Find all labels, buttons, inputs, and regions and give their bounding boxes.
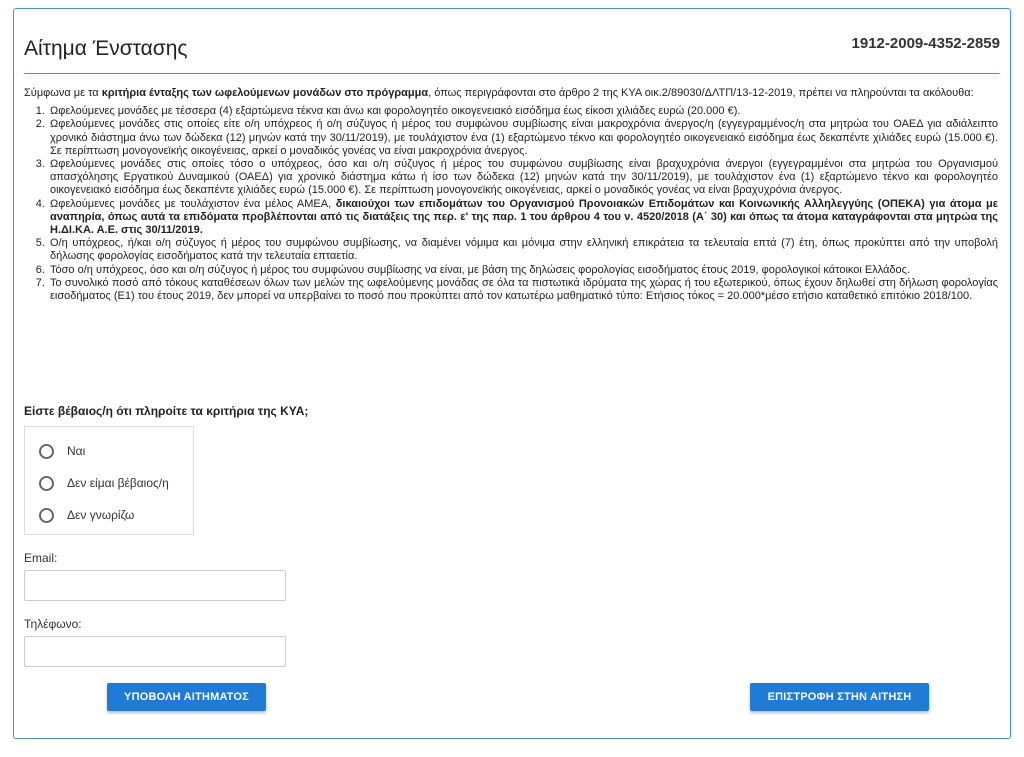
phone-field[interactable] — [24, 636, 286, 667]
page-title: Αίτημα Ένστασης — [24, 37, 188, 60]
intro-text-before: Σύμφωνα με τα — [24, 87, 102, 99]
criteria-item — [48, 198, 998, 238]
objection-request-card — [13, 8, 1011, 739]
criteria-question: Είστε βέβαιος/η ότι πληροίτε τα κριτήρια της ΚΥΑ; — [24, 404, 309, 418]
radio-circle-icon[interactable] — [39, 476, 54, 491]
criteria-item: 3. Ωφελούμενες μονάδες στις οποίες τόσο ο υπόχρεος, όσο και ο/η σύζυγος ή μέρος του συμφώνου συμβίωσης είναι βραχυχρόνια άνεργοι (εγγεγραμμένοι στα μητρώα του Οργανισμού απασχόλησης Εργατικού Δυναμικού (ΟΑΕΔ) για χρονικό διάστημα κάτω ή ίσο των δώδεκα (12) μηνών κατά την 30/11/2019), με τουλάχιστον ένα (1) εξαρτώμενο τέκνο και φορολογητέο οικογενειακό εισόδημα έως δεκαπέντε χιλιάδες ευρώ (15.000 €). Σε περίπτωση μονογονεϊκής οικογένειας, αρκεί ο μοναδικός γονέας να είναι βραχυχρόνια άνεργος. — [48, 158, 998, 198]
criteria-item: 7. Το συνολικό ποσό από τόκους καταθέσεων όλων των μελών της ωφελούμενης μονάδας σε όλα τα πιστωτικά ιδρύματα της χώρας ή του εξωτερικού, όπως έχουν δηλωθεί στη δήλωση φορολογίας εισοδήματος (Ε1) του έτους 2019, δεν μπορεί να υπερβαίνει το ποσό που προκύπτει από τον κατωτέρω μαθηματικό τύπο: Ετήσιος τόκος = 20.000*μέσο ετήσιο καταθετικό επιτόκιο 2018/100. — [48, 277, 998, 303]
email-field[interactable] — [24, 570, 286, 601]
intro-text-bold: κριτήρια ένταξης των ωφελούμενων μονάδων στο πρόγραμμα — [101, 87, 429, 99]
radio-circle-icon[interactable] — [39, 444, 54, 459]
criteria-item: 2. Ωφελούμενες μονάδες στις οποίες είτε ο/η υπόχρεος ή ο/η σύζυγος ή μέρος του συμφώνου συμβίωσης είναι μακροχρόνια άνεργος/η (εγγεγραμμένος/η στα μητρώα του ΟΑΕΔ για αδιάλειπτο χρονικό διάστημα άνω των δώδεκα (12) μηνών κατά την 30/11/2019), με τουλάχιστον ένα (1) εξαρτώμενο τέκνο και φορολογητέο οικογενειακό εισόδημα έως δεκαπέντε χιλιάδες ευρώ (15.000 €). Σε περίπτωση μονογονεϊκής οικογένειας, αρκεί ο μοναδικός γονέας να είναι μακροχρόνια άνεργος. — [48, 118, 998, 158]
reference-number: 1912-2009-4352-2859 — [851, 35, 1000, 52]
radio-option-dont-know[interactable] — [39, 505, 134, 525]
criteria-item: 5. Ο/η υπόχρεος, ή/και ο/η σύζυγος ή μέρος του συμφώνου συμβίωσης, να διαμένει νόμιμα και μόνιμα στην ελληνική επικράτεια τα τελευταία επτά (7) έτη, όπως προκύπτει από την υποβολή δήλωσης φορολογίας εισοδήματος κατά την τελευταία επταετία. — [48, 237, 998, 263]
radio-option-not-sure[interactable] — [39, 473, 169, 493]
intro-text-after: , όπως περιγράφονται στο άρθρο 2 της ΚΥΑ οικ.2/89030/ΔΛΤΠ/13-12-2019, πρέπει να πληρούνται τα ακόλουθα: — [428, 87, 974, 99]
email-label: Email: — [24, 551, 58, 565]
criteria-list — [24, 105, 998, 303]
submit-request-button[interactable]: ΥΠΟΒΟΛΗ ΑΙΤΗΜΑΤΟΣ — [107, 683, 266, 711]
radio-label-dont-know: Δεν γνωρίζω — [67, 508, 135, 522]
radio-label-yes: Ναι — [67, 444, 86, 458]
radio-label-not-sure: Δεν είμαι βέβαιος/η — [67, 476, 169, 490]
criteria-section — [24, 87, 998, 303]
phone-label: Τηλέφωνο: — [24, 617, 82, 631]
return-to-application-button[interactable]: ΕΠΙΣΤΡΟΦΗ ΣΤΗΝ ΑΙΤΗΣΗ — [750, 683, 929, 711]
intro-text — [24, 87, 998, 100]
radio-option-yes[interactable] — [39, 441, 85, 461]
criteria-item-bold-text: δικαιούχοι των επιδομάτων του Οργανισμού Προνοιακών Επιδομάτων και Κοινωνικής Αλληλεγγύης (ΟΠΕΚΑ) για άτομα με αναπηρία, όπως αυτά τα επιδόματα προβλέπονται από τις διατάξεις της περ. ε' της παρ. 1 του άρθρου 4 του ν. 4520/2018 (Α΄ 30) και όπως τα άτομα καταγράφονται στα μητρώα της Η.ΔΙ.ΚΑ. Α.Ε. στις 30/11/2019. — [50, 197, 998, 237]
criteria-item: 6. Τόσο ο/η υπόχρεος, όσο και ο/η σύζυγος ή μέρος του συμφώνου συμβίωσης να είναι, με βάση της δηλώσεις φορολογίας εισοδήματος έτους 2019, φορολογικοί κάτοικοι Ελλάδος. — [48, 264, 998, 277]
criteria-item: 1. Ωφελούμενες μονάδες με τέσσερα (4) εξαρτώμενα τέκνα και άνω και φορολογητέο οικογενειακό εισόδημα έως είκοσι χιλιάδες ευρώ (20.000 €). — [48, 105, 998, 118]
card-header — [24, 9, 1000, 74]
radio-circle-icon[interactable] — [39, 508, 54, 523]
criteria-item-text: Ωφελούμενες μονάδες με τουλάχιστον ένα μέλος ΑΜΕΑ, — [50, 197, 336, 210]
answer-radio-group — [24, 426, 194, 535]
